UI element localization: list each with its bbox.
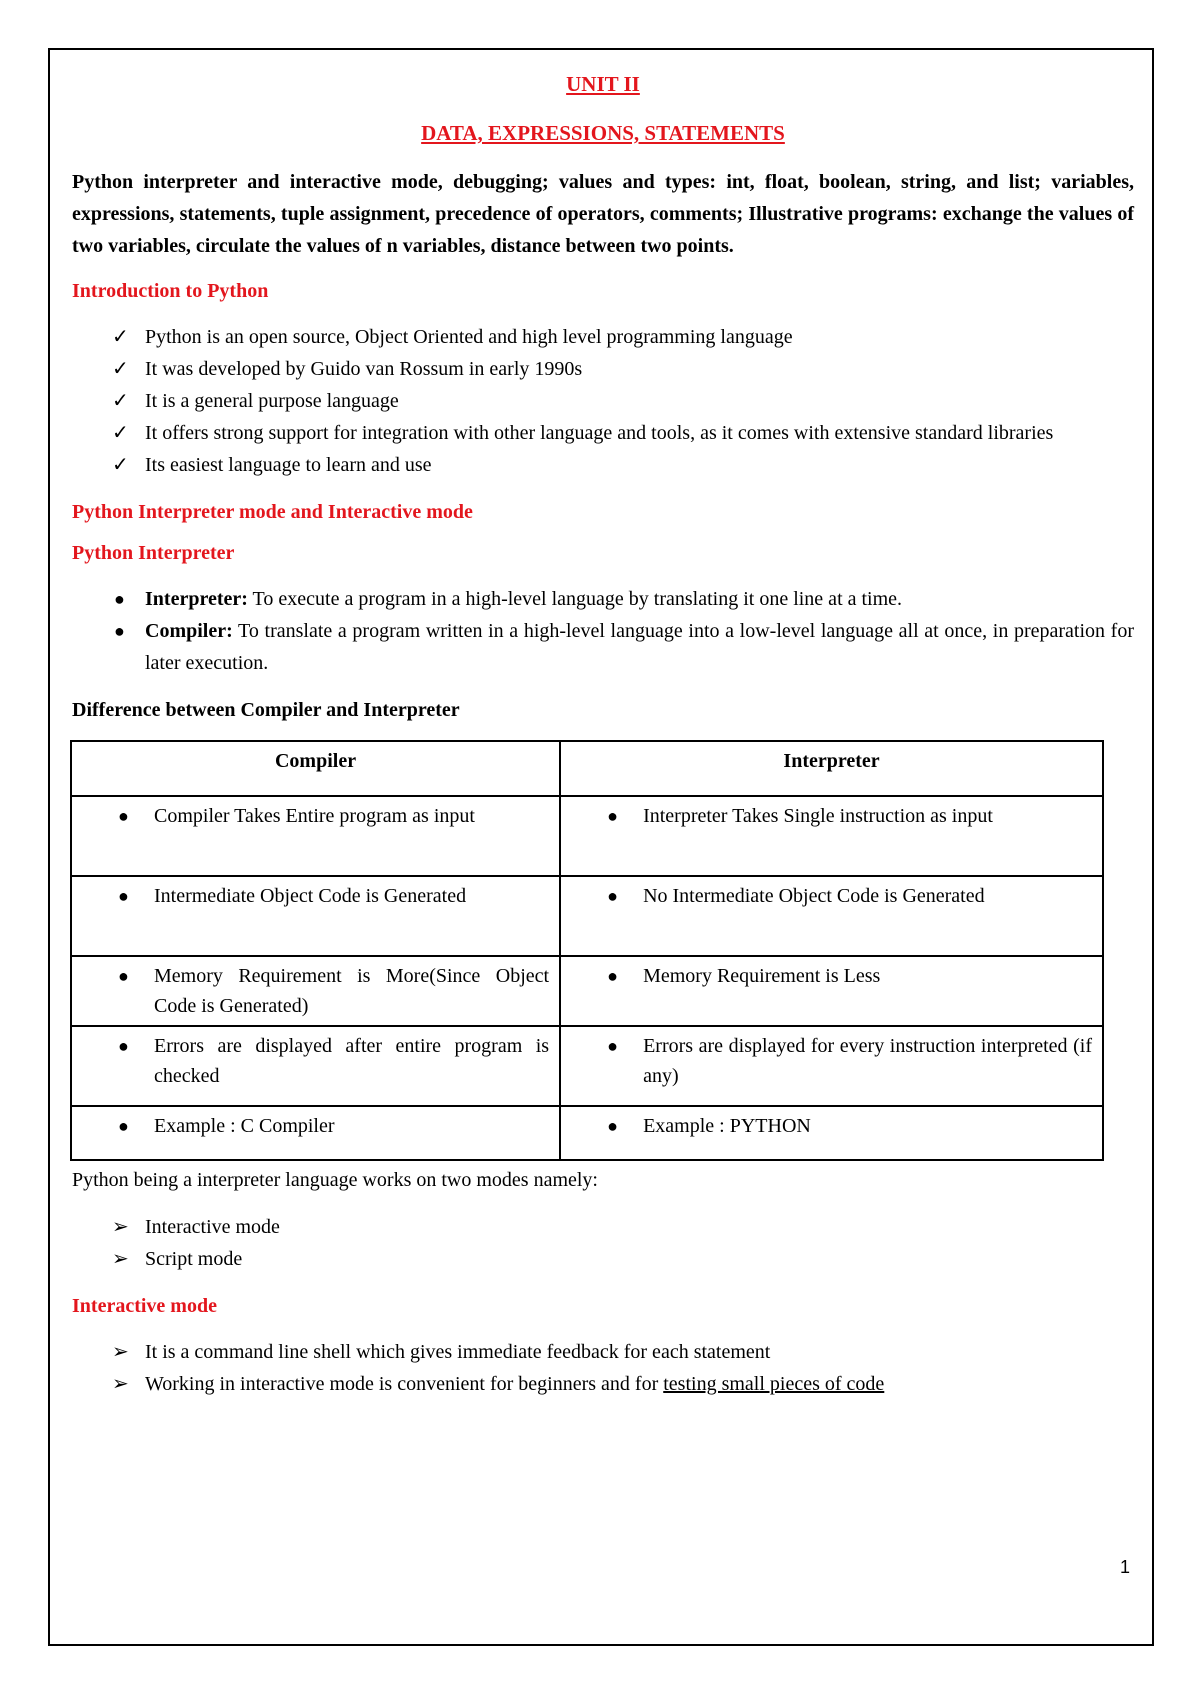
bullet-icon: ●	[607, 1036, 618, 1056]
list-item: ➢ Working in interactive mode is convenient for beginners and for testing small pieces of code	[72, 1368, 1134, 1400]
check-icon: ✓	[112, 454, 129, 476]
bullet-icon: ●	[114, 621, 125, 641]
column-header: Interpreter	[560, 741, 1103, 796]
table-row	[71, 876, 1103, 956]
table-header-row	[71, 741, 1103, 796]
list-item: ✓ Its easiest language to learn and use	[72, 449, 1134, 481]
interactive-list	[72, 1336, 1134, 1400]
table-row	[71, 796, 1103, 876]
unit-title: UNIT II	[566, 72, 640, 96]
table-cell: ● Errors are displayed for every instruction interpreted (if any)	[560, 1026, 1103, 1106]
list-item: ➢ Script mode	[72, 1243, 1134, 1275]
bullet-icon: ●	[118, 1036, 129, 1056]
bullet-icon: ●	[118, 966, 129, 986]
bullet-icon: ●	[607, 806, 618, 826]
list-item: ● Compiler: To translate a program written in a high-level language into a low-level language all at once, in preparation for later execution.	[72, 615, 1134, 679]
list-item: ✓ It offers strong support for integration with other language and tools, as it comes with extensive standard libraries	[72, 417, 1134, 449]
comparison-table	[70, 740, 1104, 1161]
interpreter-heading: Python Interpreter	[72, 542, 235, 564]
intro-heading: Introduction to Python	[72, 280, 269, 302]
check-icon: ✓	[112, 358, 129, 380]
list-item: ● Interpreter: To execute a program in a high-level language by translating it one line at a time.	[72, 583, 1134, 615]
list-item: ➢ Interactive mode	[72, 1211, 1134, 1243]
table-cell: ● Errors are displayed after entire program is checked	[71, 1026, 560, 1106]
table-cell: ● Example : C Compiler	[71, 1106, 560, 1160]
check-icon: ✓	[112, 390, 129, 412]
difference-heading: Difference between Compiler and Interpreter	[72, 699, 460, 721]
arrow-icon: ➢	[112, 1341, 129, 1363]
check-icon: ✓	[112, 422, 129, 444]
table-cell: ● Compiler Takes Entire program as input	[71, 796, 560, 876]
arrow-icon: ➢	[112, 1373, 129, 1395]
intro-list	[72, 321, 1134, 481]
modes-intro: Python being a interpreter language works on two modes namely:	[72, 1169, 598, 1191]
table-cell: ● Intermediate Object Code is Generated	[71, 876, 560, 956]
table-row	[71, 956, 1103, 1026]
table-cell: ● No Intermediate Object Code is Generated	[560, 876, 1103, 956]
modes-heading: Python Interpreter mode and Interactive mode	[72, 501, 473, 523]
list-item: ✓ Python is an open source, Object Oriented and high level programming language	[72, 321, 1134, 353]
table-cell: ● Memory Requirement is Less	[560, 956, 1103, 1026]
table-cell: ● Example : PYTHON	[560, 1106, 1103, 1160]
bullet-icon: ●	[118, 1116, 129, 1136]
table-cell: ● Memory Requirement is More(Since Object Code is Generated)	[71, 956, 560, 1026]
bullet-icon: ●	[114, 589, 125, 609]
check-icon: ✓	[112, 326, 129, 348]
arrow-icon: ➢	[112, 1248, 129, 1270]
bullet-icon: ●	[118, 886, 129, 906]
underlined-phrase: testing small pieces of code	[663, 1373, 885, 1395]
bullet-icon: ●	[607, 1116, 618, 1136]
table-cell: ● Interpreter Takes Single instruction as input	[560, 796, 1103, 876]
list-item: ✓ It was developed by Guido van Rossum in early 1990s	[72, 353, 1134, 385]
document-body	[72, 66, 1134, 1420]
list-item: ➢ It is a command line shell which gives immediate feedback for each statement	[72, 1336, 1134, 1368]
chapter-title: DATA, EXPRESSIONS, STATEMENTS	[421, 121, 785, 145]
table-row	[71, 1026, 1103, 1106]
bullet-icon: ●	[607, 886, 618, 906]
term: Interpreter:	[145, 588, 248, 610]
interactive-heading: Interactive mode	[72, 1295, 217, 1317]
syllabus-paragraph: Python interpreter and interactive mode, debugging; values and types: int, float, boolean, string, and list; variables, expressions, statements, tuple assignment, precedence of operators, comments; Illustrative programs: exchange the values of two variables, circulate the values of n variables, distance between two points.	[72, 171, 1134, 257]
list-item: ✓ It is a general purpose language	[72, 385, 1134, 417]
bullet-icon: ●	[118, 806, 129, 826]
column-header: Compiler	[71, 741, 560, 796]
page-number: 1	[1119, 1557, 1130, 1577]
term: Compiler:	[145, 620, 233, 642]
modes-list	[72, 1211, 1134, 1275]
arrow-icon: ➢	[112, 1216, 129, 1238]
definition-list	[72, 583, 1134, 679]
bullet-icon: ●	[607, 966, 618, 986]
table-row	[71, 1106, 1103, 1160]
